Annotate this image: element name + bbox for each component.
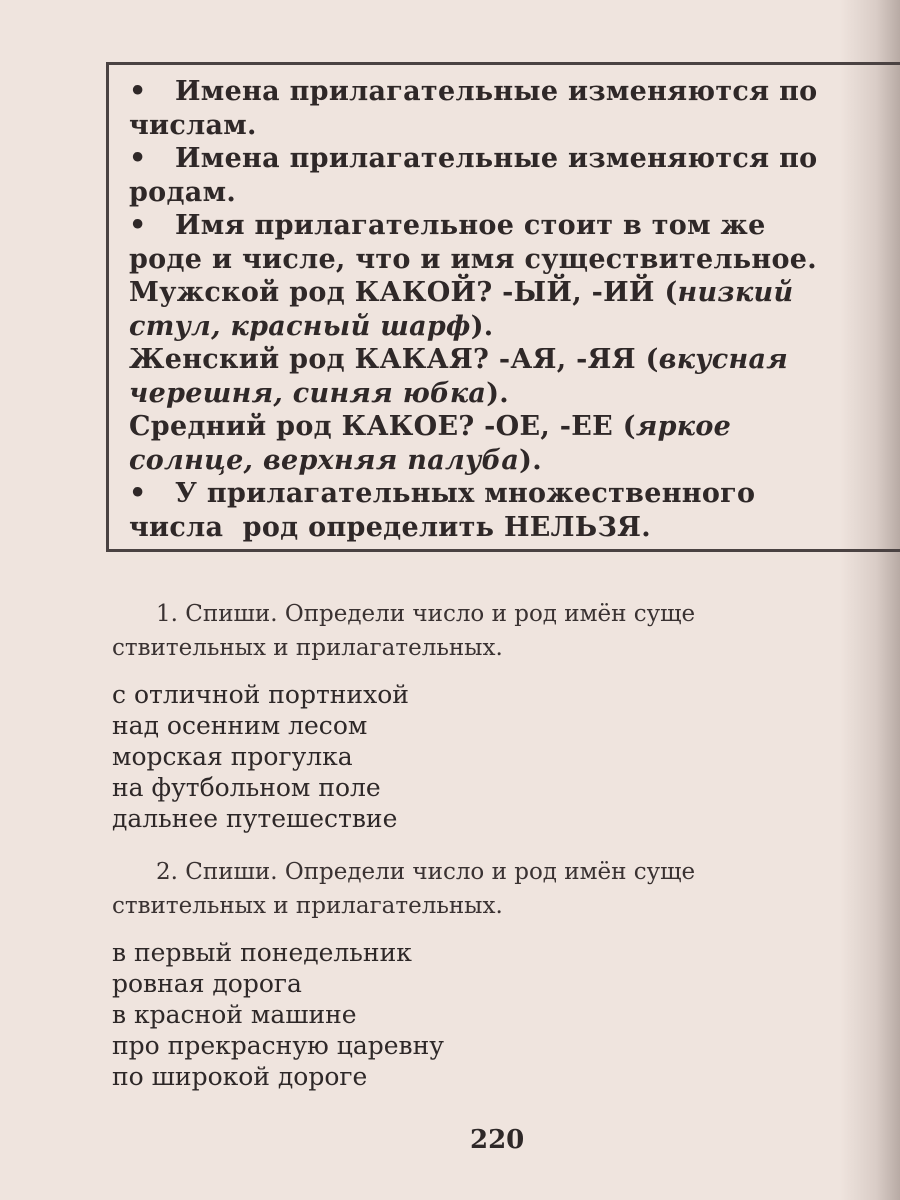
rule-box: • Имена прилагательные изменяются по числам. • Имена прилагательные изменяются по родам. • Имя прилагательное стоит в том же роде и числе, что и имя существительное. Мужской род КАКОЙ? -ЫЙ, -ИЙ (низкий стул, красный шарф). Женский род КАКАЯ? -АЯ, -ЯЯ (вкусная черешня, синяя юбка). Средний род КАКОЕ? -ОЕ, -ЕЕ (яркое солнце, верхняя палуба). • У прилагательных множественного числа род определить НЕЛЬЗЯ. bbox=[106, 62, 900, 552]
phrase: на футбольном поле bbox=[112, 773, 381, 802]
phrase: над осенним лесом bbox=[112, 711, 368, 740]
masculine-rule: Мужской род КАКОЙ? -ЫЙ, -ИЙ (низкий bbox=[129, 277, 794, 308]
phrase: дальнее путешествие bbox=[112, 804, 398, 833]
rule-3: • Имя прилагательное стоит в том же bbox=[129, 210, 766, 241]
phrase: ровная дорога bbox=[112, 969, 302, 998]
feminine-rule: Женский род КАКАЯ? -АЯ, -ЯЯ (вкусная bbox=[129, 344, 789, 375]
exercise-number: 2. bbox=[156, 859, 178, 885]
neuter-rule: Средний род КАКОЕ? -ОЕ, -ЕЕ (яркое bbox=[129, 411, 732, 442]
page-number: 220 bbox=[470, 1125, 525, 1155]
exercise-2-task: 2. Спиши. Определи число и род имён суще bbox=[112, 855, 695, 889]
phrase: по широкой дороге bbox=[112, 1062, 368, 1091]
exercise-2-phrases bbox=[112, 937, 695, 1092]
exercise-1: 1. Спиши. Определи число и род имён суще ствительных и прилагательных. с отличной портнихой над осенним лесом морская прогулка на футбольном поле дальнее путешествие bbox=[112, 597, 695, 834]
phrase: про прекрасную царевну bbox=[112, 1031, 444, 1060]
bullet-icon: • bbox=[129, 76, 147, 107]
rule-4: • У прилагательных множественного bbox=[129, 478, 756, 509]
rule-1: • Имена прилагательные изменяются по bbox=[129, 76, 818, 107]
exercise-1-phrases bbox=[112, 679, 695, 834]
exercise-1-task: 1. Спиши. Определи число и род имён суще bbox=[112, 597, 695, 631]
bullet-icon: • bbox=[129, 210, 147, 241]
phrase: морская прогулка bbox=[112, 742, 353, 771]
exercise-number: 1. bbox=[156, 601, 178, 627]
phrase: с отличной портнихой bbox=[112, 680, 409, 709]
rule-2: • Имена прилагательные изменяются по bbox=[129, 143, 818, 174]
phrase: в красной машине bbox=[112, 1000, 357, 1029]
bullet-icon: • bbox=[129, 143, 147, 174]
exercise-2: 2. Спиши. Определи число и род имён суще ствительных и прилагательных. в первый понедельник ровная дорога в красной машине про прекрасную царевну по широкой дороге bbox=[112, 855, 695, 1092]
bullet-icon: • bbox=[129, 478, 147, 509]
phrase: в первый понедельник bbox=[112, 938, 412, 967]
